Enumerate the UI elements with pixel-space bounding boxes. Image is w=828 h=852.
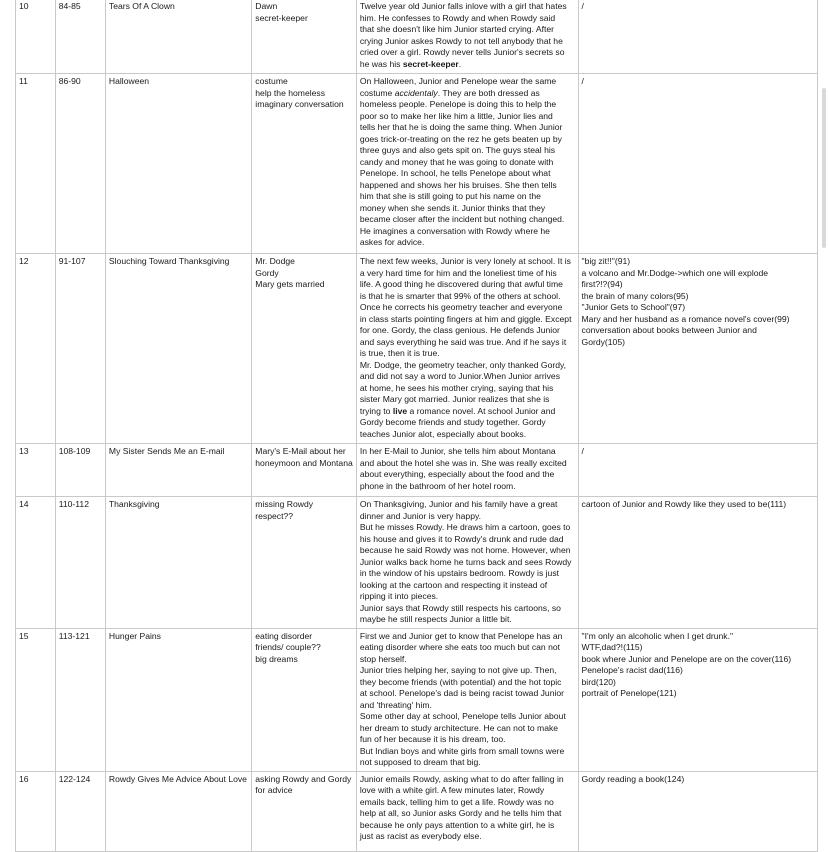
note-entry: bird(120): [581, 676, 616, 687]
note-entry: first?!?(94): [581, 279, 623, 289]
chapter-summary: [356, 444, 578, 497]
summary-line: He imagines a conversation with Rowdy where he: [359, 225, 550, 236]
character-entry: for advice: [255, 785, 293, 795]
table-row: [16, 497, 818, 629]
summary-line: for one. Gordy, the class genious. He defends Junior: [359, 325, 560, 335]
summary-line: In her E-Mail to Junior, she tells him about Montana: [359, 446, 556, 456]
summary-line: On Thanksgiving, Junior and his family have a great: [359, 499, 558, 509]
chapter-number: 12: [16, 254, 56, 444]
summary-line: teaches Junior alot, especially about books.: [359, 428, 527, 439]
chapter-notes: [578, 444, 817, 497]
vertical-scrollbar[interactable]: [822, 0, 826, 836]
chapter-characters: [252, 254, 357, 444]
summary-line: But Indian boys and white girls from small towns were: [359, 745, 565, 756]
summary-line: help at all, so Junior asks Gordy and he tells him that: [359, 808, 562, 818]
chapter-title: Hunger Pains: [105, 628, 251, 771]
summary-line: Some other day at school, Penelope tells Junior about: [359, 711, 566, 721]
chapter-notes: [578, 497, 817, 629]
table-row: [16, 628, 818, 771]
summary-line: just as racist as everybody else.: [359, 831, 482, 841]
note-entry: conversation about books between Junior and: [581, 325, 757, 335]
summary-line: is true, then it is true.: [359, 348, 440, 358]
chapter-notes: [578, 254, 817, 444]
chapter-pages: 122-124: [55, 771, 105, 851]
chapter-characters: [252, 771, 357, 851]
summary-line: her dream to study architecture. He can not to make: [359, 722, 559, 733]
character-entry: honeymoon and Montana: [255, 457, 353, 468]
chapter-characters: [252, 497, 357, 629]
summary-line: and 'threating' him.: [359, 699, 432, 710]
character-entry: big dreams: [255, 653, 298, 664]
table-row: [16, 0, 818, 74]
character-entry: Mary's E-Mail about her: [255, 446, 346, 456]
summary-line: poor so to make her like him a little, Junior lies and: [359, 110, 553, 121]
chapter-characters: [252, 444, 357, 497]
table-row: [16, 254, 818, 444]
note-entry: portrait of Penelope(121): [581, 688, 677, 698]
chapter-summary: [356, 771, 578, 851]
summary-line: and did not say a word to Junior.When Junior arrives: [359, 371, 560, 381]
summary-line: three guys and also gets spit on. The guys steal his: [359, 145, 556, 155]
chapter-characters: [252, 0, 357, 74]
note-entry: Mary and her husband as a romance novel's cover(99): [581, 313, 790, 324]
summary-line: because he said Rowdy was not home. However, when: [359, 545, 571, 555]
chapter-title: Rowdy Gives Me Advice About Love: [105, 771, 251, 851]
summary-line: candy and money that he was going to donate with: [359, 156, 554, 167]
summary-line: about everything, especially about the food and the: [359, 469, 555, 479]
summary-line: at school. Penelope's dad is being racist towad Junior: [359, 688, 565, 698]
summary-line: Penelope. In school, he tells Penelope about what: [359, 168, 551, 178]
chapter-summary-table: [15, 0, 818, 852]
summary-line: crying Junior askes Rowdy to not tell anybody that he: [359, 35, 563, 46]
summary-line: tells her that he is doing the same thing. When Junior: [359, 122, 563, 132]
summary-line: love with a white girl. A few minutes later, Rowdy: [359, 785, 545, 795]
note-entry: "I'm only an alcoholic when I get drunk.": [581, 630, 734, 641]
summary-line: Junior says that Rowdy still respects his cartoons, so: [359, 602, 561, 613]
chapter-number: 13: [16, 444, 56, 497]
character-entry: imaginary conversation: [255, 99, 344, 109]
note-entry: Gordy reading a book(124): [581, 773, 685, 784]
character-entry: Gordy: [255, 267, 279, 278]
chapter-summary: [356, 628, 578, 771]
summary-line: sister Mary got married. Junior realizes that she is: [359, 394, 550, 404]
chapter-pages: 84-85: [55, 0, 105, 74]
summary-italic: accidentaly: [394, 87, 438, 98]
summary-line: Gordy become friends and study together. Gordy: [359, 417, 546, 427]
character-entry: help the homeless: [255, 87, 326, 98]
note-entry: Penelope's racist dad(116): [581, 665, 683, 675]
summary-bold: secret-keeper: [402, 58, 459, 69]
summary-line: Mr. Dodge, the geometry teacher, only thanked Gordy,: [359, 359, 567, 370]
summary-line: and about the hotel she was in. She was really excited: [359, 457, 567, 468]
note-entry: /: [581, 76, 584, 86]
character-entry: costume: [255, 76, 288, 86]
summary-line: money when she sends it. Junior thinks that they: [359, 202, 546, 213]
summary-line: because he only pays attention to a white girl, he is: [359, 819, 555, 830]
character-entry: Mary gets married: [255, 279, 325, 289]
summary-line: costume accidentaly. They are both dressed as: [359, 87, 540, 98]
note-entry: cartoon of Junior and Rowdy like they used to be(111): [581, 499, 787, 509]
chapter-summary: [356, 497, 578, 629]
summary-line: and says everything he said was true. And if he says it: [359, 336, 567, 347]
summary-line: Junior tries helping her, saying to not give up. Then,: [359, 665, 557, 675]
character-entry: missing Rowdy: [255, 499, 314, 509]
summary-line: him. He confesses to Rowdy and when Rowdy said: [359, 12, 556, 23]
summary-line: that she doesn't like him Junior started crying. After: [359, 24, 554, 34]
note-entry: the brain of many colors(95): [581, 290, 689, 301]
chapter-number: 10: [16, 0, 56, 74]
summary-line: stop herself.: [359, 653, 407, 664]
note-entry: book where Junior and Penelope are on the cover(116): [581, 653, 792, 664]
summary-line: Twelve year old Junior falls inlove with a girl that hates: [359, 1, 567, 11]
chapter-notes: [578, 771, 817, 851]
summary-line: he was his secret-keeper.: [359, 58, 462, 69]
summary-line: looking at the cartoon and respecting it instead of: [359, 579, 548, 590]
chapter-notes: [578, 0, 817, 74]
summary-line: cried over a girl. Rowdy never tells Junior's secrets so: [359, 47, 565, 57]
summary-line: First we and Junior get to know that Penelope has an: [359, 630, 563, 641]
character-entry: asking Rowdy and Gordy: [255, 773, 352, 784]
summary-line: eating disorder where she eats too much but can not: [359, 642, 561, 652]
summary-line: at home, he sees his mother crying, saying that his: [359, 382, 554, 393]
summary-line: The next few weeks, Junior is very lonely at school. It is: [359, 256, 571, 266]
note-entry: /: [581, 1, 584, 11]
chapter-pages: 110-112: [55, 497, 105, 629]
summary-line: in class starts pointing fingers at him and giggle. Except: [359, 313, 572, 324]
summary-line: trying to live a romance novel. At school Junior and: [359, 405, 556, 416]
summary-line: homeless people. Penelope is doing this to help the: [359, 99, 557, 109]
character-entry: respect??: [255, 510, 294, 521]
summary-line: a very hard time for him and the loneliest time of his: [359, 267, 557, 278]
note-entry: a volcano and Mr.Dodge->which one will explode: [581, 267, 769, 278]
table-row: [16, 444, 818, 497]
summary-line: phone in the bathroom of her hotel room.: [359, 480, 516, 491]
chapter-notes: [578, 74, 817, 254]
summary-line: Once he corrects his geometry teacher and everyone: [359, 302, 563, 312]
chapter-number: 16: [16, 771, 56, 851]
chapter-title: Thanksgiving: [105, 497, 251, 629]
note-entry: Gordy(105): [581, 336, 625, 347]
chapter-title: Halloween: [105, 74, 251, 254]
summary-line: goes trick-or-treating on the rez he gets beaten up by: [359, 133, 562, 144]
summary-line: maybe he still respects Junior a little bit.: [359, 614, 512, 624]
scrollbar-thumb[interactable]: [822, 88, 826, 248]
chapter-notes: [578, 628, 817, 771]
character-entry: eating disorder: [255, 630, 313, 641]
summary-line: his house and gives it to Rowdy's drunk and rude dad: [359, 533, 564, 544]
summary-line: not supposed to dream that big.: [359, 757, 481, 767]
summary-line: ripping it into pieces.: [359, 591, 439, 601]
chapter-characters: [252, 628, 357, 771]
summary-line: But he misses Rowdy. He draws him a cartoon, goes to: [359, 522, 571, 532]
chapter-pages: 86-90: [55, 74, 105, 254]
summary-line: Junior emails Rowdy, asking what to do after falling in: [359, 773, 564, 784]
summary-line: is that he is smarter that 99% of the others at school.: [359, 290, 561, 301]
summary-line: him that she is still going to put his name on the: [359, 191, 541, 201]
chapter-number: 14: [16, 497, 56, 629]
chapter-summary: [356, 74, 578, 254]
table-row: [16, 771, 818, 851]
chapter-characters: [252, 74, 357, 254]
note-entry: "big zit!!"(91): [581, 256, 631, 266]
character-entry: Mr. Dodge: [255, 256, 295, 266]
summary-line: askes for advice.: [359, 237, 425, 247]
chapter-pages: 91-107: [55, 254, 105, 444]
note-entry: /: [581, 446, 584, 456]
note-entry: WTF,dad?!(115): [581, 642, 643, 652]
summary-line: emails back, telling him to get a life. Rowdy was no: [359, 796, 554, 807]
chapter-title: Tears Of A Clown: [105, 0, 251, 74]
chapter-summary: [356, 254, 578, 444]
summary-line: life. A good thing he discovered during that awful time: [359, 279, 563, 289]
chapter-number: 11: [16, 74, 56, 254]
summary-line: fun of her because it is his dream, too.: [359, 734, 506, 744]
note-entry: "Junior Gets to School"(97): [581, 302, 686, 312]
summary-line: dinner and Junior is very happy.: [359, 510, 482, 521]
character-entry: friends/ couple??: [255, 642, 321, 652]
summary-line: happened and shows her his bruises. She then tells: [359, 179, 557, 190]
character-entry: secret-keeper: [255, 12, 308, 23]
chapter-pages: 108-109: [55, 444, 105, 497]
summary-line: On Halloween, Junior and Penelope wear the same: [359, 76, 557, 86]
chapter-pages: 113-121: [55, 628, 105, 771]
table-row: [16, 74, 818, 254]
summary-line: Junior walks back home he turns back and sees Rowdy: [359, 556, 572, 567]
summary-bold: live: [392, 405, 408, 416]
character-entry: Dawn: [255, 1, 278, 11]
chapter-number: 15: [16, 628, 56, 771]
summary-line: became closer after the incident but nothing changed.: [359, 214, 565, 224]
chapter-title: Slouching Toward Thanksgiving: [105, 254, 251, 444]
summary-line: in the window of his upstairs bedroom. Rowdy is just: [359, 568, 560, 578]
summary-line: they become friends (with potential) and the hot topic: [359, 676, 562, 687]
chapter-title: My Sister Sends Me an E-mail: [105, 444, 251, 497]
chapter-summary: [356, 0, 578, 74]
